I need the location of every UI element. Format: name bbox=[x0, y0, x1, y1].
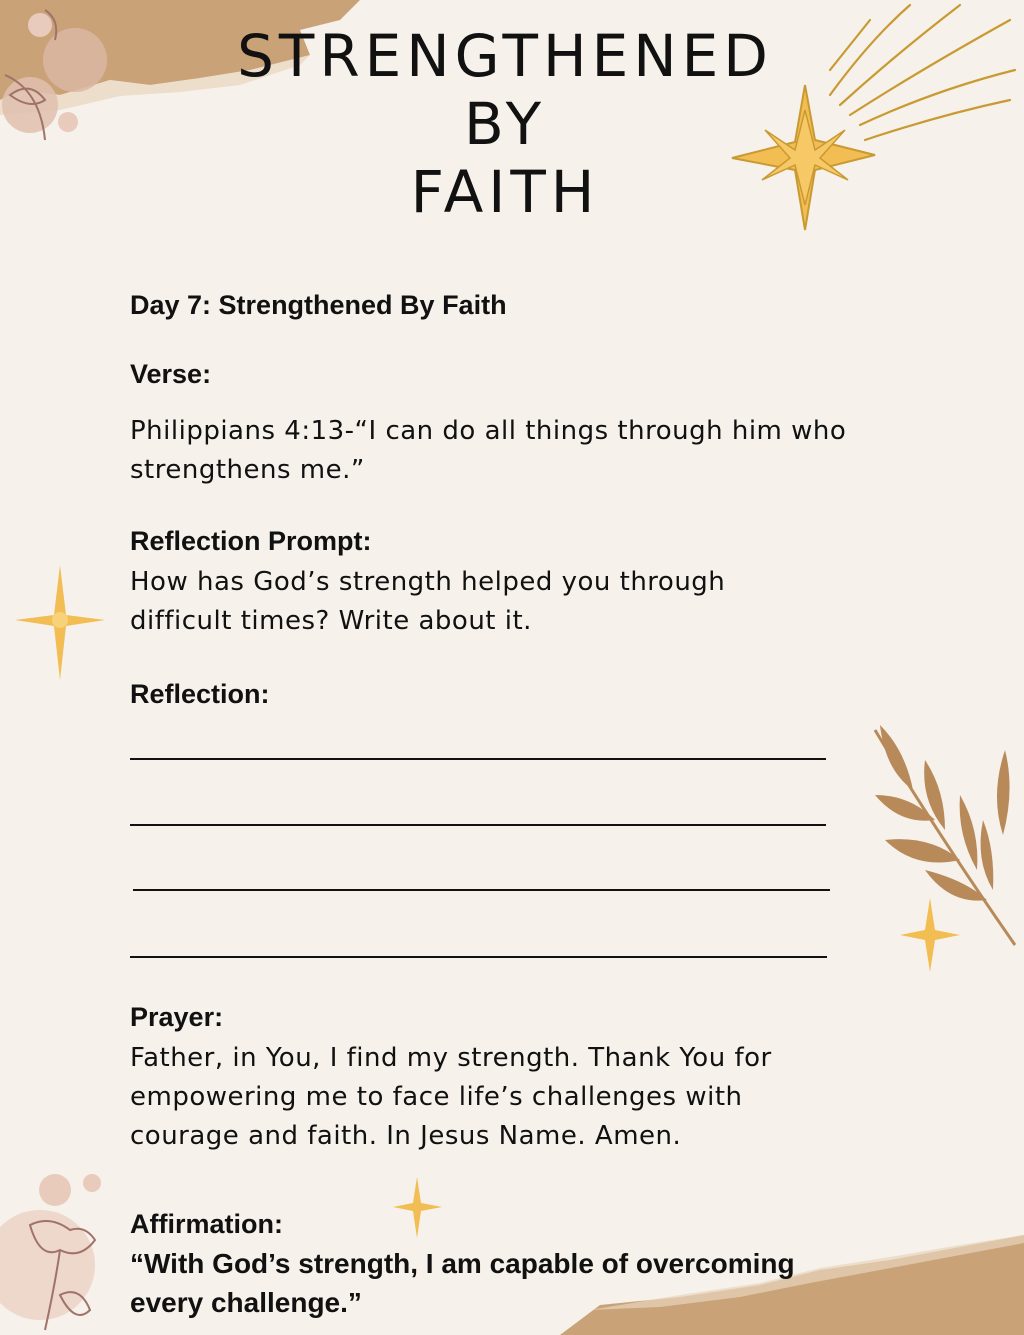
page-title bbox=[0, 22, 1010, 226]
sparkle-icon bbox=[897, 895, 963, 975]
reflection-label: Reflection: bbox=[130, 679, 270, 709]
title-line-3: FAITH bbox=[410, 158, 600, 226]
prayer-line-2: empowering me to face life’s challenges with bbox=[130, 1082, 743, 1112]
reflection-prompt-line-2: difficult times? Write about it. bbox=[130, 606, 532, 636]
verse-line-1: Philippians 4:13-“I can do all things through him who bbox=[130, 416, 847, 446]
writing-line-4[interactable] bbox=[130, 956, 827, 958]
verse-text bbox=[130, 412, 930, 490]
flower-icon bbox=[0, 1165, 125, 1335]
reflection-prompt-line-1: How has God’s strength helped you through bbox=[130, 567, 726, 597]
writing-line-2[interactable] bbox=[130, 824, 826, 826]
title-line-2: BY bbox=[463, 90, 547, 158]
affirmation-line-1: “With God’s strength, I am capable of overcoming bbox=[130, 1248, 795, 1279]
verse-label: Verse: bbox=[130, 359, 212, 389]
affirmation-line-2: every challenge.” bbox=[130, 1287, 362, 1318]
writing-line-1[interactable] bbox=[130, 758, 826, 760]
prayer-line-3: courage and faith. In Jesus Name. Amen. bbox=[130, 1121, 682, 1151]
sparkle-icon bbox=[10, 560, 110, 685]
prayer-label: Prayer: bbox=[130, 1002, 224, 1032]
reflection-prompt-label: Reflection Prompt: bbox=[130, 526, 372, 556]
prayer-line-1: Father, in You, I find my strength. Thank You for bbox=[130, 1043, 772, 1073]
title-line-1: STRENGTHENED bbox=[237, 22, 773, 90]
day-heading: Day 7: Strengthened By Faith bbox=[130, 290, 507, 320]
affirmation-label: Affirmation: bbox=[130, 1209, 283, 1239]
affirmation-text bbox=[130, 1244, 930, 1322]
reflection-prompt-text bbox=[130, 563, 930, 641]
writing-line-3[interactable] bbox=[133, 889, 830, 891]
verse-line-2: strengthens me.” bbox=[130, 455, 365, 485]
prayer-text bbox=[130, 1039, 930, 1156]
